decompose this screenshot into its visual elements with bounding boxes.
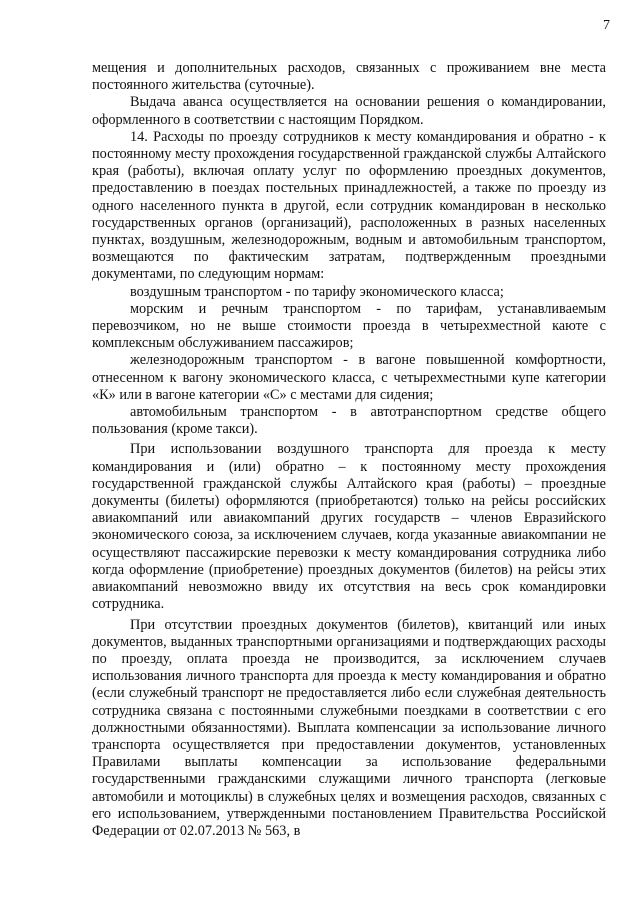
paragraph-rail-norm: железнодорожным транспортом - в вагоне повышенной комфортности, отнесенном к вагону экономического класса, с четырехместными купе категории «К» или в вагоне категории «С» с местами для сидения; bbox=[92, 352, 606, 403]
paragraph-air-norm: воздушным транспортом - по тарифу экономического класса; bbox=[130, 283, 504, 300]
paragraph-advance: Выдача аванса осуществляется на основании решения о командировании, оформленного в соответствии с настоящим Порядком. bbox=[92, 94, 606, 128]
paragraph-auto-norm: автомобильным транспортом - в автотранспортном средстве общего пользования (кроме такси). bbox=[92, 404, 606, 438]
paragraph-no-tickets: При отсутствии проездных документов (билетов), квитанций или иных документов, выданных транспортными организациями и подтверждающих расходы по проезду, оплата проезда не производится, за исключением случаев использования личного транспорта для проезда к месту командирования и обратно (если служебный транспорт не предоставляется либо если служебная деятельность сотрудника связана с постоянными служебными поездками в соответствии с его должностными обязанностями). Выплата компенсации за использование личного транспорта осуществляется при предоставлении документов, установленных Правилами выплаты компенсации за использование федеральными государственными гражданскими служащими личного транспорта (легковые автомобили и мотоциклы) в служебных целях и возмещения расходов, связанных с его использованием, утвержденными постановлением Правительства Российской Федерации от 02.07.2013 № 563, в bbox=[92, 616, 606, 839]
paragraph-item-14: 14. Расходы по проезду сотрудников к месту командирования и обратно - к постоянному месту прохождения государственной гражданской службы Алтайского края (работы), включая оплату услуг по оформлению проездных документов, предоставлению в поездах постельных принадлежностей, а также по проезду из одного населенного пункта в другой, если сотрудник командирован в несколько государственных органов (организаций), расположенных в разных населенных пунктах, воздушным, железнодорожным, водным и автомобильным транспортом, возмещаются по фактическим затратам, подтвержденным проездными документами, по следующим нормам: bbox=[92, 128, 606, 283]
document-body bbox=[92, 60, 606, 840]
paragraph-sea-norm: морским и речным транспортом - по тарифам, устанавливаемым перевозчиком, но не выше стоимости проезда в четырехместной каюте с комплексным обслуживанием пассажиров; bbox=[92, 300, 606, 352]
page-number: 7 bbox=[603, 18, 610, 33]
paragraph-continuation: мещения и дополнительных расходов, связанных с проживанием вне места постоянного жительства (суточные). bbox=[92, 60, 606, 94]
paragraph-air-tickets: При использовании воздушного транспорта для проезда к месту командирования и (или) обратно – к постоянному месту прохождения государственной гражданской службы Алтайского края (работы) – проездные документы (билеты) оформляются (приобретаются) только на рейсы российских авиакомпаний или авиакомпаний других государств – членов Евразийского экономического союза, за исключением случаев, когда указанные авиакомпании не осуществляют пассажирские перевозки к месту командирования сотрудника либо когда оформление (приобретение) проездных документов (билетов) на рейсы этих авиакомпаний невозможно ввиду их отсутствия на весь срок командировки сотрудника. bbox=[92, 441, 606, 613]
